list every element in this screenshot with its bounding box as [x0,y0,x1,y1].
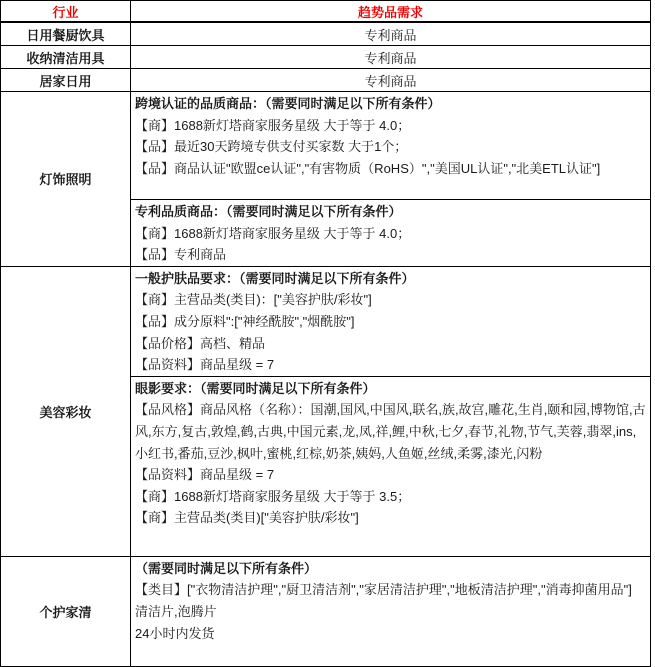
demand-block-cell[interactable] [131,92,651,200]
condition-line: 【品】商品认证"欧盟ce认证","有害物质（RoHS）","美国UL认证","北美ETL认证"] [135,160,601,176]
table-row [1,92,651,200]
condition-line: 24小时内发货 [135,625,215,641]
industry-cell[interactable]: 日用餐厨饮具 [1,22,131,46]
condition-line: 【品】最近30天跨境专供支付买家数 大于1个； [135,139,408,155]
condition-line: 【品资料】商品星级 = 7 [135,467,275,483]
industry-cell[interactable]: 居家日用 [1,69,131,92]
table-row [1,556,651,666]
block-title: 跨境认证的品质商品：（需要同时满足以下所有条件） [135,96,441,111]
demand-block-cell[interactable] [131,266,651,376]
condition-line: 【品】专利商品 [135,247,227,263]
condition-line: 【商】主营品类(类目)：["美容护肤/彩妆"] [135,292,372,308]
table-row [1,22,651,46]
demand-cell[interactable]: 专利商品 [131,69,651,92]
industry-cell[interactable]: 个护家清 [1,556,131,666]
condition-line: 【商】主营品类(类目)["美容护肤/彩妆"] [135,510,359,526]
condition-line: 清洁片,泡腾片 [135,603,217,619]
industry-cell[interactable]: 灯饰照明 [1,92,131,267]
block-title: 专利品质商品：（需要同时满足以下所有条件） [135,204,402,219]
condition-line: 【商】1688新灯塔商家服务星级 大于等于 4.0； [135,117,411,133]
demand-block-cell[interactable] [131,376,651,556]
industry-cell[interactable]: 收纳清洁用具 [1,46,131,69]
table-row [1,46,651,69]
block-title: 眼影要求：（需要同时满足以下所有条件） [135,380,376,396]
table-row [1,69,651,92]
condition-line: 【商】1688新灯塔商家服务星级 大于等于 4.0； [135,225,411,241]
col-header-industry: 行业 [1,1,131,23]
demand-block-cell[interactable] [131,556,651,666]
condition-line: 【品价格】高档、精品 [135,335,266,351]
condition-line: 【品风格】商品风格（名称）：国潮,国风,中国风,联名,族,故宫,雕花,生肖,颐和园,博物馆,古风,东方,复古,敦煌,鹤,古典,中国元素,龙,凤,祥,鲤,中秋,七夕,春节,礼物,节气,芙蓉,翡翠,ins,小红书,番茄,豆沙,枫叶,蜜桃,红棕,奶茶,姨妈,人鱼姬,丝绒,柔雾,漆光,闪粉 [135,402,646,461]
condition-line: 【类目】["衣物清洁护理","厨卫清洁剂","家居清洁护理","地板清洁护理","消毒抑菌用品"] [135,582,632,598]
table-row [1,266,651,376]
demand-cell[interactable]: 专利商品 [131,46,651,69]
demand-cell[interactable]: 专利商品 [131,22,651,46]
col-header-demand: 趋势品需求 [131,1,651,23]
block-title: 一般护肤品要求：（需要同时满足以下所有条件） [135,270,415,286]
condition-line: 【品资料】商品星级 = 7 [135,357,275,373]
demand-block-cell[interactable] [131,200,651,267]
block-title: （需要同时满足以下所有条件） [135,560,318,576]
header-row [1,1,651,23]
condition-line: 【品】成分原料":["神经酰胺","烟酰胺"] [135,313,355,329]
condition-line: 【商】1688新灯塔商家服务星级 大于等于 3.5； [135,488,411,504]
industry-cell[interactable]: 美容彩妆 [1,266,131,556]
